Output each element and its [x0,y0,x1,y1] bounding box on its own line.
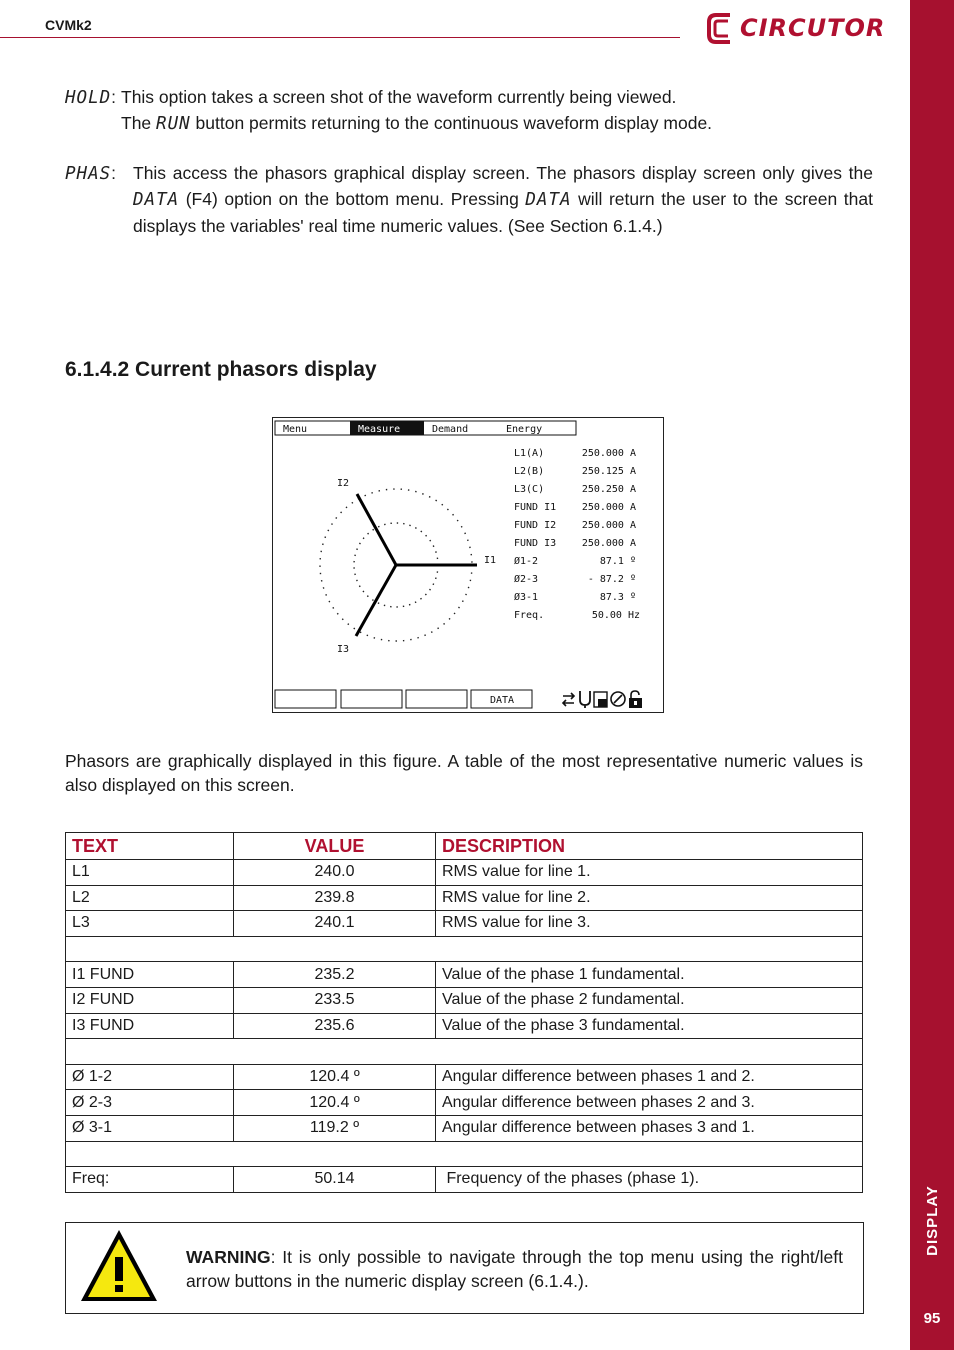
fkey-f2[interactable] [341,690,402,708]
fkey-f1[interactable] [275,690,336,708]
cell-description: RMS value for line 2. [436,885,863,911]
reading-label: L2(B) [514,466,545,477]
table-spacer-row [66,936,863,962]
circutor-logo-icon [706,11,736,45]
plug-icon [580,691,590,708]
device-screen-graphic [273,418,663,712]
cell-value: 235.6 [234,1013,436,1039]
section-tab-label: DISPLAY [923,1184,941,1256]
readings-list [514,448,640,621]
spacer-cell [66,936,863,962]
page-number: 95 [923,1310,941,1327]
reading-label: FUND I2 [514,520,557,531]
phasor-i3 [356,565,396,636]
warning-box [65,1222,864,1314]
cell-text: L1 [66,860,234,886]
cell-value: 233.5 [234,987,436,1013]
cell-description: Value of the phase 3 fundamental. [436,1013,863,1039]
cell-text: L3 [66,911,234,937]
reading-label: FUND I3 [514,538,557,549]
fkey-f3[interactable] [406,690,467,708]
cell-text: Ø 1-2 [66,1064,234,1090]
reading-value: 50.00 Hz [591,610,640,621]
cell-value: 50.14 [234,1167,436,1193]
reading-value: 250.000 A [581,538,636,549]
reading-label: FUND I1 [514,502,557,513]
lock-icon [629,691,642,708]
cell-text: Freq: [66,1167,234,1193]
table-row [66,962,863,988]
sidebar [910,0,954,1350]
cell-text: Ø 3-1 [66,1115,234,1141]
reading-label: Ø1-2 [514,556,539,567]
menu-item-menu[interactable]: Menu [283,424,308,435]
warning-text: WARNING: It is only possible to navigate through the top menu using the right/left arrow buttons in the numeric display screen (6.1.4.). [186,1247,843,1291]
cell-text: Ø 2-3 [66,1090,234,1116]
reading-label: L3(C) [514,484,545,495]
reading-label: Freq. [514,610,545,621]
table-row [66,1115,863,1141]
table-row [66,911,863,937]
cell-description: Value of the phase 1 fundamental. [436,962,863,988]
spacer-cell [66,1039,863,1065]
reading-value: 250.000 A [581,520,636,531]
section-tab [910,1160,954,1280]
cell-text: I3 FUND [66,1013,234,1039]
device-screen [272,417,664,713]
table-row [66,1090,863,1116]
cell-value: 239.8 [234,885,436,911]
table-spacer-row [66,1141,863,1167]
cell-value: 119.2 º [234,1115,436,1141]
phas-term: PHAS: [65,163,117,184]
column-header-value: VALUE [234,833,436,860]
cell-text: I2 FUND [66,987,234,1013]
table-row [66,885,863,911]
clock-icon [611,692,625,706]
table-spacer-row [66,1039,863,1065]
header-rule [0,37,680,38]
logo-text: CIRCUTOR [740,14,886,42]
document-title: CVMk2 [45,17,92,33]
phasor-label-i3: I3 [337,644,350,655]
cell-description: Angular difference between phases 2 and 3. [436,1090,863,1116]
phas-description: This access the phasors graphical display screen. The phasors display screen only gives the DATA (F4) option on the bottom menu. Pressing DATA will return the user to the screen that displays the variables' real time numeric values. (See Section 6.1.4.) [133,163,873,236]
menu-item-demand[interactable]: Demand [432,424,469,435]
cell-value: 240.1 [234,911,436,937]
cell-description: Value of the phase 2 fundamental. [436,987,863,1013]
reading-value: 87.1 º [599,556,636,567]
values-table [65,832,863,1193]
cell-value: 240.0 [234,860,436,886]
cell-description: Angular difference between phases 3 and 1. [436,1115,863,1141]
section-heading: 6.1.4.2 Current phasors display [65,358,377,381]
fkey-f4-label: DATA [489,695,515,706]
reading-value: 250.000 A [581,502,636,513]
table-row [66,1167,863,1193]
cell-value: 120.4 º [234,1090,436,1116]
arrows-icon [563,693,574,706]
reading-value: 87.3 º [599,592,636,603]
menu-item-measure[interactable]: Measure [358,424,401,435]
reading-value: 250.000 A [581,448,636,459]
phasor-label-i1: I1 [484,555,497,566]
table-header-row [66,833,863,860]
table-row [66,860,863,886]
cell-value: 120.4 º [234,1064,436,1090]
cell-text: I1 FUND [66,962,234,988]
cell-description: Angular difference between phases 1 and 2. [436,1064,863,1090]
spacer-cell [66,1141,863,1167]
column-header-text: TEXT [66,833,234,860]
table-row [66,1064,863,1090]
reading-value: - 87.2 º [587,574,636,585]
phasor-i2 [357,494,396,565]
cell-value: 235.2 [234,962,436,988]
cell-description: RMS value for line 3. [436,911,863,937]
column-header-description: DESCRIPTION [436,833,863,860]
phasor-label-i2: I2 [337,478,350,489]
hold-run-description: The RUN button permits returning to the continuous waveform display mode. [121,113,713,134]
intro-paragraph: Phasors are graphically displayed in this figure. A table of the most representative numeric values is also displayed on this screen. [65,751,863,795]
table-row [66,987,863,1013]
brand-logo [706,10,885,46]
cell-description: Frequency of the phases (phase 1). [436,1167,863,1193]
table-row [66,1013,863,1039]
hold-term: HOLD: [65,87,117,108]
reading-value: 250.125 A [581,466,636,477]
warning-triangle-icon [78,1227,160,1305]
menu-item-energy[interactable]: Energy [506,424,543,435]
reading-value: 250.250 A [581,484,636,495]
reading-label: Ø2-3 [514,574,539,585]
memory-icon [594,692,607,707]
reading-label: L1(A) [514,448,545,459]
cell-description: RMS value for line 1. [436,860,863,886]
cell-text: L2 [66,885,234,911]
reading-label: Ø3-1 [514,592,539,603]
hold-description: This option takes a screen shot of the waveform currently being viewed. [121,87,677,107]
